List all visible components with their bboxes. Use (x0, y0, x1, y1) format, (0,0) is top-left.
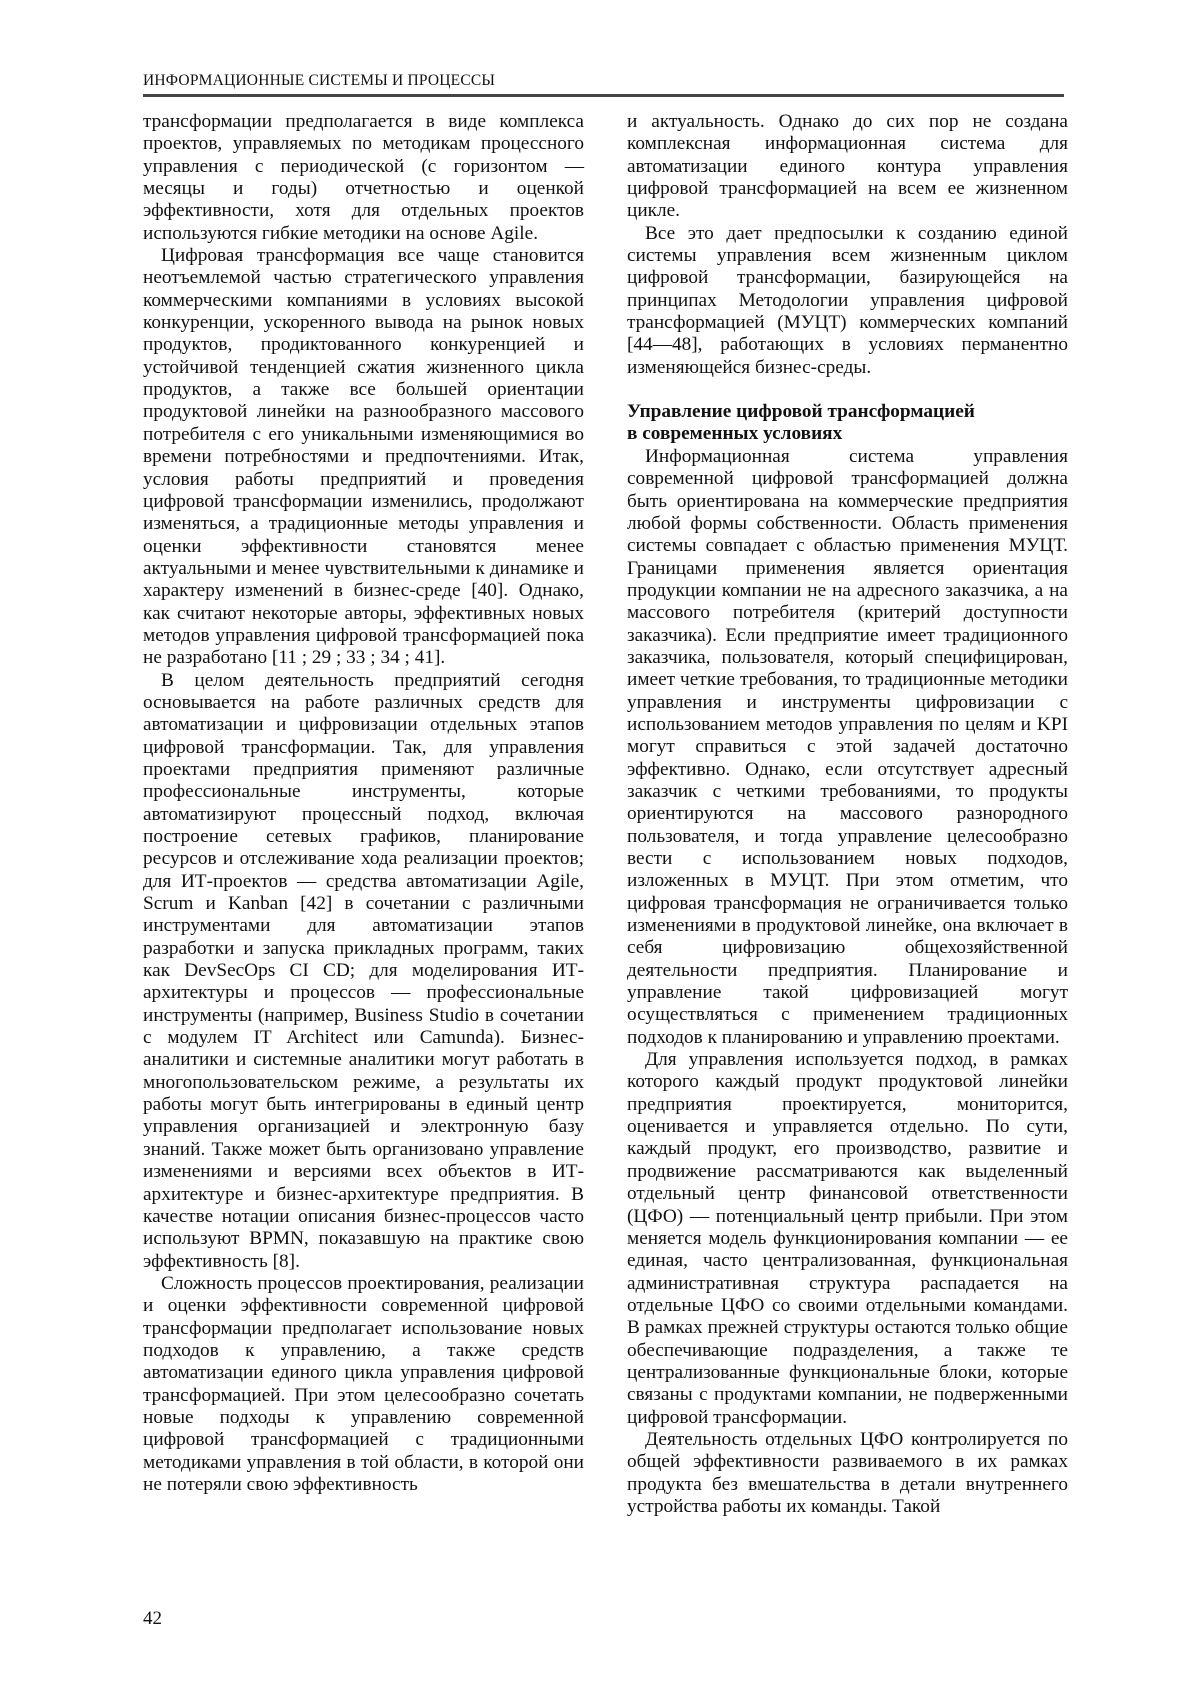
paragraph: Все это дает предпосылки к созданию единой системы управления всем жизненным циклом цифровой трансформации, базирующейся на принципах Методологии управления цифровой трансформацией (МУЦТ) коммерческих компаний [44—48], работающих в условиях перманентно изменяющейся бизнес-среды. (627, 222, 1068, 378)
right-column (627, 111, 1068, 1518)
section-heading-line: в современных условиях (627, 423, 843, 445)
paragraph: Сложность процессов проектирования, реализации и оценки эффективности современной цифровой трансформации предполагает использование новых подходов к управлению, а также средств автоматизации единого цикла управления цифровой трансформацией. При этом целесообразно сочетать новые подходы к управлению современной цифровой трансформацией с традиционными методиками управления в той области, в которой они не потеряли свою эффективность (143, 1272, 584, 1495)
paragraph: трансформации предполагается в виде комплекса проектов, управляемых по методикам процессного управления с периодической (с горизонтом — месяцы и годы) отчетностью и оценкой эффективности, хотя для отдельных проектов используются гибкие методики на основе Agile. (143, 111, 584, 244)
paragraph: Информационная система управления современной цифровой трансформацией должна быть ориентирована на коммерческие предприятия любой формы собственности. Область применения системы совпадает с областью применения МУЦТ. Границами применения является ориентация продукции компании не на адресного заказчика, а на массового потребителя (критерий доступности заказчика). Если предприятие имеет традиционного заказчика, пользователя, который специфицирован, имеет четкие требования, то традиционные методики управления и инструменты цифровизации с использованием методов управления по целям и KPI могут справиться с этой задачей достаточно эффективно. Однако, если отсутствует адресный заказчик с четкими требованиями, то продукты ориентируются на массового разнородного пользователя, и тогда управление целесообразно вести с использованием новых подходов, изложенных в МУЦТ. При этом отметим, что цифровая трансформация не ограничивается только изменениями в продуктовой линейке, она включает в себя цифровизацию общехозяйственной деятельности предприятия. Планирование и управление такой цифровизацией могут осуществляться с применением традиционных подходов к планированию и управлению проектами. (627, 445, 1068, 1048)
running-header: ИНФОРМАЦИОННЫЕ СИСТЕМЫ И ПРОЦЕССЫ (143, 72, 496, 89)
paragraph: В целом деятельность предприятий сегодня основывается на работе различных средств для автоматизации и цифровизации отдельных этапов цифровой трансформации. Так, для управления проектами предприятия применяют различные профессиональные инструменты, которые автоматизируют процессный подход, включая построение сетевых графиков, планирование ресурсов и отслеживание хода реализации проектов; для ИТ-проектов — средства автоматизации Agile, Scrum и Kanban [42] в сочетании с различными инструментами для автоматизации этапов разработки и запуска прикладных программ, таких как DevSecOps CI CD; для моделирования ИТ-архитектуры и процессов — профессиональные инструменты (например, Business Studio в сочетании с модулем IT Architect или Camunda). Бизнес-аналитики и системные аналитики могут работать в многопользовательском режиме, а результаты их работы могут быть интегрированы в единый центр управления организацией и электронную базу знаний. Также может быть организовано управление изменениями и версиями всех объектов в ИТ-архитектуре и бизнес-архитектуре предприятия. В качестве нотации описания бизнес-процессов часто используют BPMN, показавшую на практике свою эффективность [8]. (143, 669, 584, 1272)
paragraph: Цифровая трансформация все чаще становится неотъемлемой частью стратегического управления коммерческими компаниями в условиях высокой конкуренции, ускоренного вывода на рынок новых продуктов, продиктованного конкуренцией и устойчивой тенденцией сжатия жизненного цикла продуктов, а также все большей ориентации продуктовой линейки на разнообразного массового потребителя с его уникальными изменяющимися во времени потребностями и предпочтениями. Итак, условия работы предприятий и проведения цифровой трансформации изменились, продолжают изменяться, а традиционные методы управления и оценки эффективности становятся менее актуальными и менее чувствительными к динамике и характеру изменений в бизнес-среде [40]. Однако, как считают некоторые авторы, эффективных новых методов управления цифровой трансформацией пока не разработано [11 ; 29 ; 33 ; 34 ; 41]. (143, 245, 584, 669)
paragraph: Для управления используется подход, в рамках которого каждый продукт продуктовой линейки предприятия проектируется, мониторится, оценивается и управляется отдельно. По сути, каждый продукт, его производство, развитие и продвижение рассматриваются как выделенный отдельный центр финансовой ответственности (ЦФО) — потенциальный центр прибыли. При этом меняется модель функционирования компании — ее единая, часто централизованная, функциональная административная структура распадается на отдельные ЦФО со своими отдельными командами. В рамках прежней структуры остаются только общие обеспечивающие подразделения, а также те централизованные функциональные блоки, которые связаны с продуктами компании, не подверженными цифровой трансформации. (627, 1049, 1068, 1428)
paragraph: Деятельность отдельных ЦФО контролируется по общей эффективности развиваемого в их рамках продукта без вмешательства в детали внутреннего устройства работы их команды. Такой (627, 1428, 1068, 1517)
header-rule (143, 94, 1064, 97)
section-heading-line: Управление цифровой трансформацией (627, 401, 975, 423)
section-heading (627, 401, 1068, 446)
left-column (143, 111, 584, 1496)
page-number: 42 (143, 1608, 162, 1629)
paragraph: и актуальность. Однако до сих пор не создана комплексная информационная система для автоматизации единого контура управления цифровой трансформацией на всем ее жизненном цикле. (627, 111, 1068, 222)
